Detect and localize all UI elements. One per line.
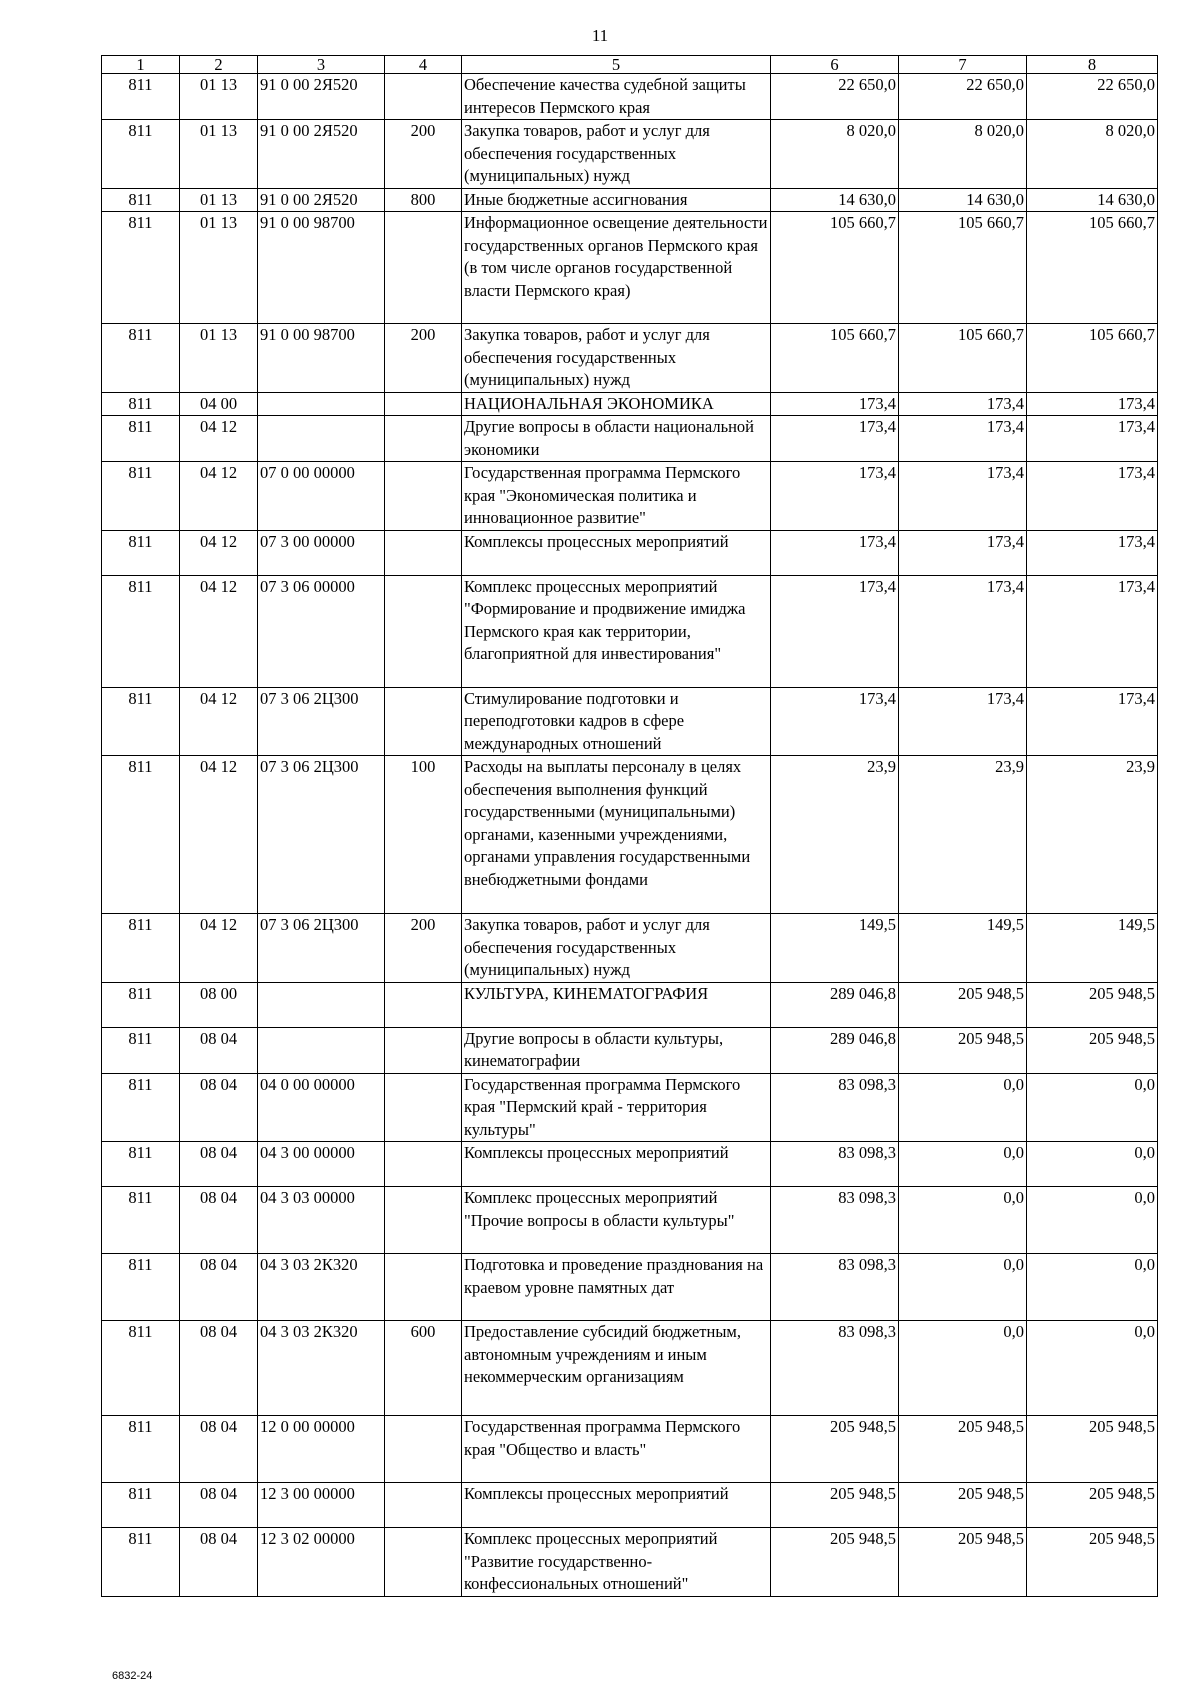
target-article-cell: 91 0 00 98700 bbox=[258, 324, 385, 393]
target-article-cell: 07 3 06 00000 bbox=[258, 575, 385, 687]
amount-cell: 14 630,0 bbox=[1027, 188, 1158, 212]
expense-type-cell bbox=[385, 982, 462, 1027]
section-cell: 04 12 bbox=[180, 416, 258, 462]
ministry-code-cell: 811 bbox=[102, 530, 180, 575]
amount-cell: 173,4 bbox=[1027, 687, 1158, 756]
ministry-code-cell: 811 bbox=[102, 462, 180, 531]
amount-cell: 83 098,3 bbox=[771, 1254, 899, 1321]
amount-cell: 205 948,5 bbox=[1027, 1027, 1158, 1073]
ministry-code-cell: 811 bbox=[102, 1416, 180, 1483]
expense-type-cell bbox=[385, 392, 462, 416]
target-article-cell: 07 3 00 00000 bbox=[258, 530, 385, 575]
amount-cell: 23,9 bbox=[771, 756, 899, 914]
amount-cell: 173,4 bbox=[771, 575, 899, 687]
amount-cell: 83 098,3 bbox=[771, 1187, 899, 1254]
amount-cell: 173,4 bbox=[771, 530, 899, 575]
description-cell: Закупка товаров, работ и услуг для обеспечения государственных (муниципальных) нужд bbox=[462, 324, 771, 393]
ministry-code-cell: 811 bbox=[102, 914, 180, 983]
table-body bbox=[102, 74, 1158, 1597]
amount-cell: 105 660,7 bbox=[1027, 324, 1158, 393]
amount-cell: 173,4 bbox=[1027, 462, 1158, 531]
table-row bbox=[102, 1027, 1158, 1073]
amount-cell: 205 948,5 bbox=[899, 1416, 1027, 1483]
amount-cell: 173,4 bbox=[899, 416, 1027, 462]
table-row bbox=[102, 188, 1158, 212]
table-row bbox=[102, 1528, 1158, 1597]
target-article-cell: 04 3 03 00000 bbox=[258, 1187, 385, 1254]
amount-cell: 8 020,0 bbox=[771, 120, 899, 189]
section-cell: 08 04 bbox=[180, 1027, 258, 1073]
amount-cell: 173,4 bbox=[1027, 575, 1158, 687]
table-row bbox=[102, 687, 1158, 756]
table-row bbox=[102, 1416, 1158, 1483]
description-cell: Государственная программа Пермского края "Экономическая политика и инновационное развитие" bbox=[462, 462, 771, 531]
section-cell: 04 12 bbox=[180, 687, 258, 756]
header-cell: 1 bbox=[102, 56, 180, 74]
description-cell: КУЛЬТУРА, КИНЕМАТОГРАФИЯ bbox=[462, 982, 771, 1027]
target-article-cell: 04 3 03 2К320 bbox=[258, 1321, 385, 1416]
target-article-cell: 07 3 06 2Ц300 bbox=[258, 687, 385, 756]
section-cell: 04 12 bbox=[180, 756, 258, 914]
expense-type-cell bbox=[385, 416, 462, 462]
expense-type-cell bbox=[385, 212, 462, 324]
target-article-cell: 12 3 00 00000 bbox=[258, 1483, 385, 1528]
amount-cell: 0,0 bbox=[1027, 1254, 1158, 1321]
page-number: 11 bbox=[591, 26, 609, 45]
section-cell: 01 13 bbox=[180, 120, 258, 189]
amount-cell: 173,4 bbox=[1027, 392, 1158, 416]
amount-cell: 8 020,0 bbox=[1027, 120, 1158, 189]
ministry-code-cell: 811 bbox=[102, 1027, 180, 1073]
amount-cell: 173,4 bbox=[899, 462, 1027, 531]
amount-cell: 105 660,7 bbox=[1027, 212, 1158, 324]
target-article-cell: 91 0 00 2Я520 bbox=[258, 188, 385, 212]
section-cell: 08 04 bbox=[180, 1321, 258, 1416]
budget-table bbox=[101, 55, 1158, 1597]
description-cell: Стимулирование подготовки и переподготовки кадров в сфере международных отношений bbox=[462, 687, 771, 756]
section-cell: 01 13 bbox=[180, 188, 258, 212]
amount-cell: 205 948,5 bbox=[899, 1483, 1027, 1528]
ministry-code-cell: 811 bbox=[102, 575, 180, 687]
description-cell: Государственная программа Пермского края "Пермский край - территория культуры" bbox=[462, 1073, 771, 1142]
document-code: 6832-24 bbox=[112, 1670, 153, 1682]
amount-cell: 173,4 bbox=[899, 392, 1027, 416]
ministry-code-cell: 811 bbox=[102, 392, 180, 416]
expense-type-cell bbox=[385, 1187, 462, 1254]
amount-cell: 0,0 bbox=[899, 1254, 1027, 1321]
ministry-code-cell: 811 bbox=[102, 212, 180, 324]
target-article-cell bbox=[258, 392, 385, 416]
ministry-code-cell: 811 bbox=[102, 1073, 180, 1142]
amount-cell: 205 948,5 bbox=[1027, 1528, 1158, 1597]
amount-cell: 0,0 bbox=[1027, 1321, 1158, 1416]
amount-cell: 149,5 bbox=[771, 914, 899, 983]
section-cell: 08 04 bbox=[180, 1142, 258, 1187]
amount-cell: 205 948,5 bbox=[771, 1483, 899, 1528]
description-cell: Комплекс процессных мероприятий "Прочие вопросы в области культуры" bbox=[462, 1187, 771, 1254]
section-cell: 08 04 bbox=[180, 1416, 258, 1483]
ministry-code-cell: 811 bbox=[102, 324, 180, 393]
expense-type-cell bbox=[385, 462, 462, 531]
section-cell: 08 04 bbox=[180, 1483, 258, 1528]
section-cell: 08 04 bbox=[180, 1073, 258, 1142]
target-article-cell bbox=[258, 982, 385, 1027]
expense-type-cell bbox=[385, 530, 462, 575]
target-article-cell: 07 3 06 2Ц300 bbox=[258, 914, 385, 983]
section-cell: 08 04 bbox=[180, 1528, 258, 1597]
amount-cell: 83 098,3 bbox=[771, 1142, 899, 1187]
expense-type-cell: 800 bbox=[385, 188, 462, 212]
section-cell: 04 12 bbox=[180, 462, 258, 531]
description-cell: Государственная программа Пермского края "Общество и власть" bbox=[462, 1416, 771, 1483]
amount-cell: 173,4 bbox=[771, 416, 899, 462]
expense-type-cell bbox=[385, 575, 462, 687]
description-cell: Расходы на выплаты персоналу в целях обеспечения выполнения функций государственными (муниципальными) органами, казенными учреждениями, органами управления государственными внебюджетными фондами bbox=[462, 756, 771, 914]
section-cell: 04 00 bbox=[180, 392, 258, 416]
target-article-cell: 04 3 00 00000 bbox=[258, 1142, 385, 1187]
target-article-cell: 04 3 03 2К320 bbox=[258, 1254, 385, 1321]
header-cell: 8 bbox=[1027, 56, 1158, 74]
expense-type-cell bbox=[385, 1528, 462, 1597]
amount-cell: 173,4 bbox=[771, 462, 899, 531]
amount-cell: 205 948,5 bbox=[1027, 1483, 1158, 1528]
amount-cell: 83 098,3 bbox=[771, 1321, 899, 1416]
header-cell: 5 bbox=[462, 56, 771, 74]
target-article-cell: 91 0 00 98700 bbox=[258, 212, 385, 324]
amount-cell: 205 948,5 bbox=[899, 1027, 1027, 1073]
amount-cell: 173,4 bbox=[899, 687, 1027, 756]
amount-cell: 149,5 bbox=[1027, 914, 1158, 983]
description-cell: НАЦИОНАЛЬНАЯ ЭКОНОМИКА bbox=[462, 392, 771, 416]
amount-cell: 22 650,0 bbox=[899, 74, 1027, 120]
description-cell: Другие вопросы в области национальной экономики bbox=[462, 416, 771, 462]
expense-type-cell bbox=[385, 1483, 462, 1528]
target-article-cell: 12 3 02 00000 bbox=[258, 1528, 385, 1597]
amount-cell: 23,9 bbox=[1027, 756, 1158, 914]
amount-cell: 149,5 bbox=[899, 914, 1027, 983]
header-cell: 6 bbox=[771, 56, 899, 74]
expense-type-cell: 200 bbox=[385, 914, 462, 983]
section-cell: 01 13 bbox=[180, 212, 258, 324]
description-cell: Комплексы процессных мероприятий bbox=[462, 530, 771, 575]
target-article-cell: 07 0 00 00000 bbox=[258, 462, 385, 531]
target-article-cell: 07 3 06 2Ц300 bbox=[258, 756, 385, 914]
target-article-cell bbox=[258, 1027, 385, 1073]
ministry-code-cell: 811 bbox=[102, 120, 180, 189]
amount-cell: 289 046,8 bbox=[771, 1027, 899, 1073]
header-cell: 3 bbox=[258, 56, 385, 74]
table-row bbox=[102, 1321, 1158, 1416]
description-cell: Иные бюджетные ассигнования bbox=[462, 188, 771, 212]
description-cell: Обеспечение качества судебной защиты интересов Пермского края bbox=[462, 74, 771, 120]
amount-cell: 0,0 bbox=[1027, 1142, 1158, 1187]
amount-cell: 0,0 bbox=[1027, 1187, 1158, 1254]
section-cell: 08 04 bbox=[180, 1187, 258, 1254]
section-cell: 01 13 bbox=[180, 74, 258, 120]
table-row bbox=[102, 212, 1158, 324]
table-row bbox=[102, 416, 1158, 462]
description-cell: Информационное освещение деятельности государственных органов Пермского края (в том числе органов государственной власти Пермского края) bbox=[462, 212, 771, 324]
expense-type-cell: 200 bbox=[385, 324, 462, 393]
ministry-code-cell: 811 bbox=[102, 1528, 180, 1597]
expense-type-cell: 200 bbox=[385, 120, 462, 189]
amount-cell: 173,4 bbox=[1027, 530, 1158, 575]
amount-cell: 14 630,0 bbox=[771, 188, 899, 212]
expense-type-cell bbox=[385, 1254, 462, 1321]
target-article-cell: 91 0 00 2Я520 bbox=[258, 120, 385, 189]
table-row bbox=[102, 462, 1158, 531]
description-cell: Другие вопросы в области культуры, кинематографии bbox=[462, 1027, 771, 1073]
amount-cell: 0,0 bbox=[1027, 1073, 1158, 1142]
table-row bbox=[102, 392, 1158, 416]
expense-type-cell bbox=[385, 1027, 462, 1073]
header-row bbox=[102, 56, 1158, 74]
description-cell: Закупка товаров, работ и услуг для обеспечения государственных (муниципальных) нужд bbox=[462, 120, 771, 189]
table-row bbox=[102, 756, 1158, 914]
table-row bbox=[102, 914, 1158, 983]
expense-type-cell: 100 bbox=[385, 756, 462, 914]
ministry-code-cell: 811 bbox=[102, 687, 180, 756]
amount-cell: 105 660,7 bbox=[771, 324, 899, 393]
table-row bbox=[102, 1073, 1158, 1142]
table-row bbox=[102, 1483, 1158, 1528]
amount-cell: 22 650,0 bbox=[1027, 74, 1158, 120]
section-cell: 04 12 bbox=[180, 575, 258, 687]
description-cell: Предоставление субсидий бюджетным, автономным учреждениям и иным некоммерческим организациям bbox=[462, 1321, 771, 1416]
description-cell: Подготовка и проведение празднования на краевом уровне памятных дат bbox=[462, 1254, 771, 1321]
amount-cell: 205 948,5 bbox=[1027, 982, 1158, 1027]
section-cell: 08 00 bbox=[180, 982, 258, 1027]
amount-cell: 205 948,5 bbox=[771, 1416, 899, 1483]
ministry-code-cell: 811 bbox=[102, 416, 180, 462]
expense-type-cell bbox=[385, 687, 462, 756]
amount-cell: 205 948,5 bbox=[899, 982, 1027, 1027]
target-article-cell: 91 0 00 2Я520 bbox=[258, 74, 385, 120]
amount-cell: 0,0 bbox=[899, 1187, 1027, 1254]
description-cell: Комплексы процессных мероприятий bbox=[462, 1142, 771, 1187]
amount-cell: 173,4 bbox=[899, 575, 1027, 687]
table-row bbox=[102, 982, 1158, 1027]
description-cell: Закупка товаров, работ и услуг для обеспечения государственных (муниципальных) нужд bbox=[462, 914, 771, 983]
ministry-code-cell: 811 bbox=[102, 982, 180, 1027]
table-row bbox=[102, 575, 1158, 687]
amount-cell: 105 660,7 bbox=[771, 212, 899, 324]
ministry-code-cell: 811 bbox=[102, 1254, 180, 1321]
table-row bbox=[102, 120, 1158, 189]
amount-cell: 105 660,7 bbox=[899, 324, 1027, 393]
header-cell: 2 bbox=[180, 56, 258, 74]
ministry-code-cell: 811 bbox=[102, 1321, 180, 1416]
table-row bbox=[102, 1187, 1158, 1254]
section-cell: 01 13 bbox=[180, 324, 258, 393]
expense-type-cell bbox=[385, 1073, 462, 1142]
ministry-code-cell: 811 bbox=[102, 188, 180, 212]
table-row bbox=[102, 324, 1158, 393]
amount-cell: 289 046,8 bbox=[771, 982, 899, 1027]
target-article-cell: 04 0 00 00000 bbox=[258, 1073, 385, 1142]
table-row bbox=[102, 1254, 1158, 1321]
expense-type-cell bbox=[385, 1416, 462, 1483]
ministry-code-cell: 811 bbox=[102, 1187, 180, 1254]
amount-cell: 105 660,7 bbox=[899, 212, 1027, 324]
ministry-code-cell: 811 bbox=[102, 74, 180, 120]
amount-cell: 173,4 bbox=[771, 392, 899, 416]
header-cell: 4 bbox=[385, 56, 462, 74]
ministry-code-cell: 811 bbox=[102, 1142, 180, 1187]
section-cell: 08 04 bbox=[180, 1254, 258, 1321]
target-article-cell bbox=[258, 416, 385, 462]
section-cell: 04 12 bbox=[180, 530, 258, 575]
expense-type-cell bbox=[385, 1142, 462, 1187]
target-article-cell: 12 0 00 00000 bbox=[258, 1416, 385, 1483]
amount-cell: 22 650,0 bbox=[771, 74, 899, 120]
description-cell: Комплекс процессных мероприятий "Развитие государственно-конфессиональных отношений" bbox=[462, 1528, 771, 1597]
expense-type-cell bbox=[385, 74, 462, 120]
amount-cell: 205 948,5 bbox=[1027, 1416, 1158, 1483]
amount-cell: 173,4 bbox=[899, 530, 1027, 575]
table-row bbox=[102, 530, 1158, 575]
table-row bbox=[102, 74, 1158, 120]
amount-cell: 23,9 bbox=[899, 756, 1027, 914]
amount-cell: 14 630,0 bbox=[899, 188, 1027, 212]
amount-cell: 205 948,5 bbox=[899, 1528, 1027, 1597]
ministry-code-cell: 811 bbox=[102, 756, 180, 914]
amount-cell: 8 020,0 bbox=[899, 120, 1027, 189]
amount-cell: 173,4 bbox=[771, 687, 899, 756]
ministry-code-cell: 811 bbox=[102, 1483, 180, 1528]
header-cell: 7 bbox=[899, 56, 1027, 74]
amount-cell: 0,0 bbox=[899, 1321, 1027, 1416]
description-cell: Комплексы процессных мероприятий bbox=[462, 1483, 771, 1528]
amount-cell: 205 948,5 bbox=[771, 1528, 899, 1597]
description-cell: Комплекс процессных мероприятий "Формирование и продвижение имиджа Пермского края как территории, благоприятной для инвестирования" bbox=[462, 575, 771, 687]
amount-cell: 173,4 bbox=[1027, 416, 1158, 462]
amount-cell: 0,0 bbox=[899, 1142, 1027, 1187]
amount-cell: 0,0 bbox=[899, 1073, 1027, 1142]
section-cell: 04 12 bbox=[180, 914, 258, 983]
expense-type-cell: 600 bbox=[385, 1321, 462, 1416]
table-row bbox=[102, 1142, 1158, 1187]
amount-cell: 83 098,3 bbox=[771, 1073, 899, 1142]
